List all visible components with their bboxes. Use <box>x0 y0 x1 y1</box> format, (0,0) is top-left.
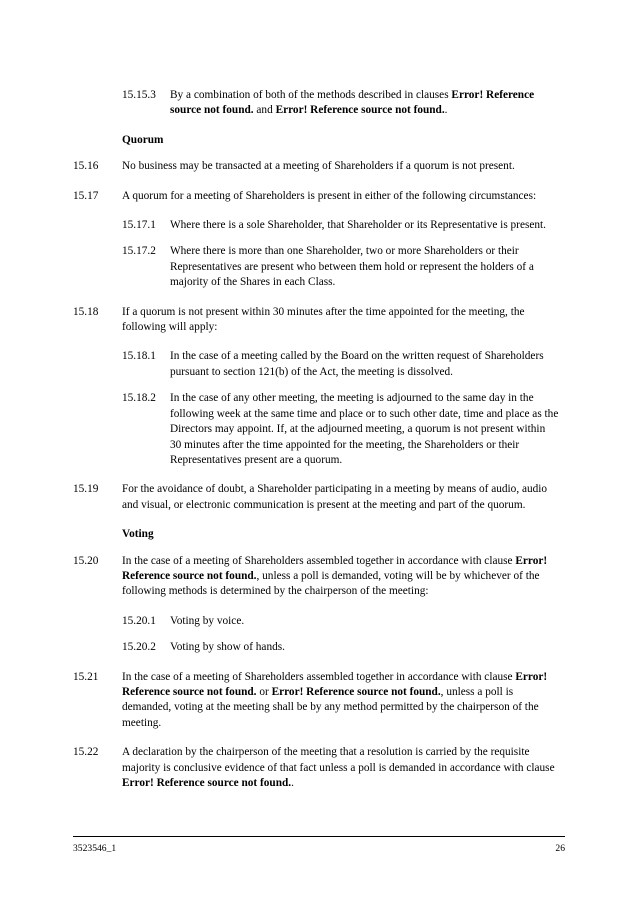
clause-text-after: . <box>444 104 448 117</box>
clause-text: A quorum for a meeting of Shareholders is present in either of the following circumstances: <box>122 189 537 202</box>
clause-number: 15.18.1 <box>122 350 156 363</box>
clause-number: 15.15.3 <box>122 89 156 101</box>
clause-15-17-1 <box>73 218 559 233</box>
clause-text <box>122 745 559 791</box>
clause-number: 15.17.2 <box>122 245 156 258</box>
clause-text-before: In the case of a meeting of Shareholders assembled together in accordance with clause <box>122 554 516 567</box>
section-heading-quorum: Quorum <box>122 133 164 146</box>
clause-text: In the case of any other meeting, the meeting is adjourned to the same day in the following week at the same time and place or to such other date, time and place as the Directors may appoint. If, at the adjourned meeting, a quorum is not present within 30 minutes after the time appointed for the meeting, the Shareholders or their Representatives present are a quorum. <box>170 392 559 466</box>
clause-number: 15.19 <box>73 483 99 496</box>
clause-number: 15.21 <box>73 670 99 683</box>
clause-number: 15.17 <box>73 189 99 202</box>
clause-number: 15.20 <box>73 554 99 567</box>
clause-text: No business may be transacted at a meeting of Shareholders if a quorum is not present. <box>122 160 515 173</box>
clause-15-18-2 <box>73 391 559 468</box>
clause-text: Where there is a sole Shareholder, that Shareholder or its Representative is present. <box>170 219 546 232</box>
clause-text-middle: and <box>253 104 276 117</box>
clause-text-before: By a combination of both of the methods described in clauses <box>170 89 452 101</box>
clause-text-before: In the case of a meeting of Shareholders assembled together in accordance with clause <box>122 670 516 683</box>
footer-row <box>73 837 565 855</box>
clause-text-after: , unless a poll is demanded, voting at the meeting shall be by any method permitted by the chairperson of the meeting. <box>122 685 539 729</box>
clause-text <box>122 554 559 600</box>
clause-15-20-1 <box>73 614 559 629</box>
clause-15-15-3 <box>73 88 559 119</box>
clause-number: 15.17.1 <box>122 219 156 232</box>
clause-15-20 <box>73 554 559 600</box>
clause-15-17-2 <box>73 244 559 290</box>
clause-text <box>170 88 559 119</box>
error-reference-bold: Error! Reference source not found. <box>122 554 548 582</box>
footer-document-reference: 3523546_1 <box>73 843 117 854</box>
footer-page-number: 26 <box>555 843 565 854</box>
error-reference-bold: Error! Reference source not found. <box>275 104 445 117</box>
clause-text-middle: or <box>256 685 272 698</box>
section-heading-voting: Voting <box>122 528 154 541</box>
clause-text <box>122 670 559 732</box>
clause-text-after: . <box>291 777 294 789</box>
error-reference-bold: Error! Reference source not found. <box>271 685 441 698</box>
clause-text-after: , unless a poll is demanded, voting will be by whichever of the following methods is determined by the chairperson of the meeting: <box>122 569 540 598</box>
clause-text: Where there is more than one Shareholder, two or more Shareholders or their Representatives are present who between them hold or represent the holders of a majority of the Shares in each Class. <box>170 245 534 289</box>
clause-text-before: A declaration by the chairperson of the meeting that a resolution is carried by the requisite majority is conclusive evidence of that fact unless a poll is demanded in accordance with clause <box>122 746 555 774</box>
clause-15-18-1 <box>73 349 559 380</box>
clause-15-20-2 <box>73 640 559 655</box>
clause-15-19 <box>73 482 559 513</box>
clause-text: If a quorum is not present within 30 minutes after the time appointed for the meeting, the following will apply: <box>122 305 525 334</box>
clause-number: 15.18.2 <box>122 392 156 405</box>
clause-15-22 <box>73 745 559 791</box>
error-reference-bold: Error! Reference source not found. <box>170 89 535 117</box>
clause-15-16 <box>73 159 559 174</box>
clause-text: For the avoidance of doubt, a Shareholder participating in a meeting by means of audio, audio and visual, or electronic communication is present at the meeting and part of the quorum. <box>122 483 548 511</box>
clause-15-17 <box>73 189 559 204</box>
clause-text: In the case of a meeting called by the Board on the written request of Shareholders pursuant to section 121(b) of the Act, the meeting is dissolved. <box>170 350 544 378</box>
clause-number: 15.20.2 <box>122 641 156 654</box>
clause-text: Voting by voice. <box>170 614 245 627</box>
clause-number: 15.22 <box>73 746 99 759</box>
clause-number: 15.16 <box>73 160 99 173</box>
page-footer <box>73 836 565 855</box>
clause-number: 15.20.1 <box>122 614 156 627</box>
clause-15-21 <box>73 670 559 732</box>
clause-number: 15.18 <box>73 305 99 318</box>
error-reference-bold: Error! Reference source not found. <box>122 670 548 698</box>
clause-text: Voting by show of hands. <box>170 641 285 654</box>
clause-15-18 <box>73 305 559 336</box>
error-reference-bold: Error! Reference source not found. <box>122 777 292 789</box>
document-body <box>73 88 559 802</box>
